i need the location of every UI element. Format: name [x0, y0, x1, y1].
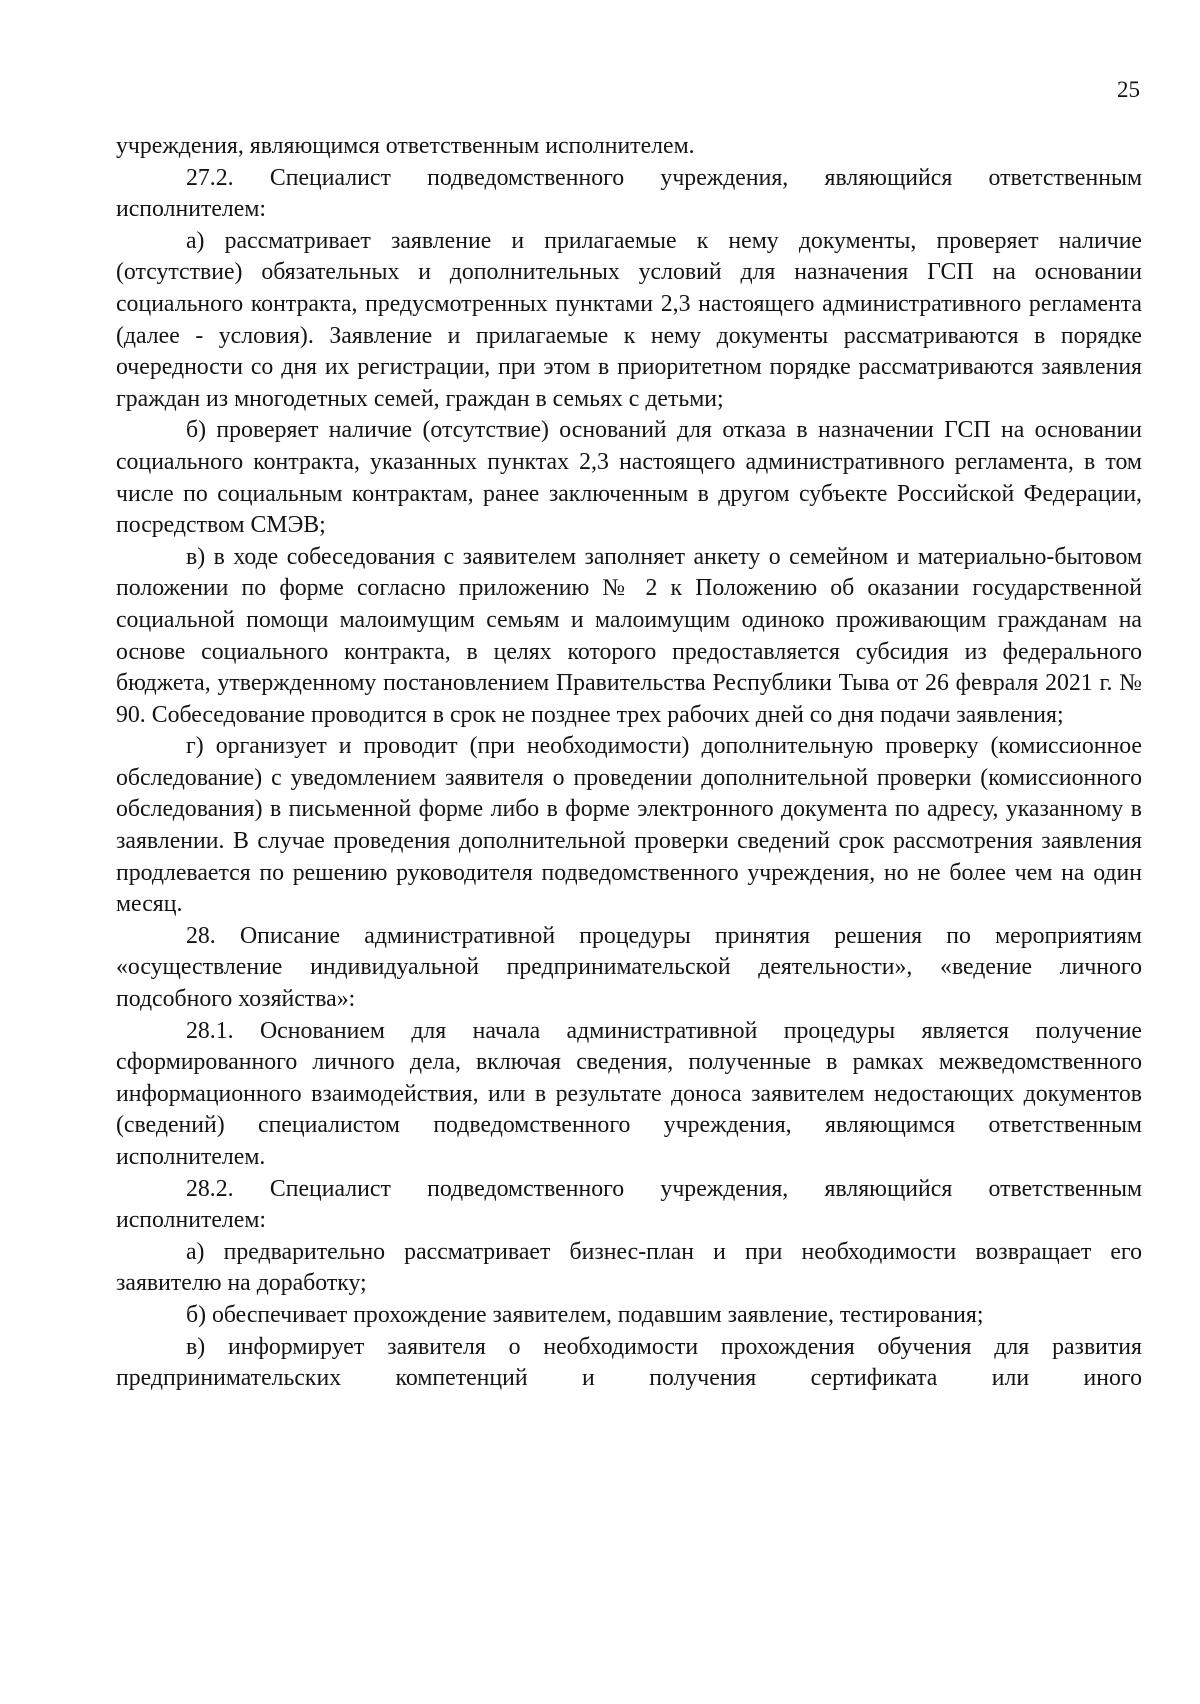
paragraph-28-2-a: а) предварительно рассматривает бизнес-план и при необходимости возвращает его заявителю на доработку;	[116, 1238, 1142, 1297]
document-body	[116, 131, 1142, 1395]
paragraph-27-2-v: в) в ходе собеседования с заявителем заполняет анкету о семейном и материально-бытовом положении по форме согласно приложению № 2 к Положению об оказании государственной социальной помощи малоимущим семьям и малоимущим одиноко проживающим гражданам на основе социального контракта, в целях которого предоставляется субсидия из федерального бюджета, утвержденному постановлением Правительства Республики Тыва от 26 февраля 2021 г. № 90. Собеседование проводится в срок не позднее трех рабочих дней со дня подачи заявления;	[116, 543, 1142, 728]
paragraph-27-2-b: б) проверяет наличие (отсутствие) оснований для отказа в назначении ГСП на основании социального контракта, указанных пунктах 2,3 настоящего административного регламента, в том числе по социальным контрактам, ранее заключенным в другом субъекте Российской Федерации, посредством СМЭВ;	[116, 417, 1142, 539]
paragraph-28-2-b: б) обеспечивает прохождение заявителем, подавшим заявление, тестирования;	[186, 1301, 984, 1328]
paragraph-27-2-g: г) организует и проводит (при необходимости) дополнительную проверку (комиссионное обследование) с уведомлением заявителя о проведении дополнительной проверки (комиссионного обследования) в письменной форме либо в форме электронного документа по адресу, указанному в заявлении. В случае проведения дополнительной проверки сведений срок рассмотрения заявления продлевается по решению руководителя подведомственного учреждения, но не более чем на один месяц.	[116, 733, 1142, 918]
paragraph-28-1: 28.1. Основанием для начала административной процедуры является получение сформированного личного дела, включая сведения, полученные в рамках межведомственного информационного взаимодействия, или в результате доноса заявителем недостающих документов (сведений) специалистом подведомственного учреждения, являющимся ответственным исполнителем.	[116, 1017, 1142, 1170]
paragraph-28: 28. Описание административной процедуры принятия решения по мероприятиям «осуществление индивидуальной предпринимательской деятельности», «ведение личного подсобного хозяйства»:	[116, 922, 1142, 1013]
paragraph-27-2-a: а) рассматривает заявление и прилагаемые к нему документы, проверяет наличие (отсутствие) обязательных и дополнительных условий для назначения ГСП на основании социального контракта, предусмотренных пунктами 2,3 настоящего административного регламента (далее - условия). Заявление и прилагаемые к нему документы рассматриваются в порядке очередности со дня их регистрации, при этом в приоритетном порядке рассматриваются заявления граждан из многодетных семей, граждан в семьях с детьми;	[116, 227, 1142, 412]
paragraph-28-2-v: в) информирует заявителя о необходимости прохождения обучения для развития предпринимательских компетенций и получения сертификата или иного	[116, 1333, 1142, 1392]
paragraph-27-2: 27.2. Специалист подведомственного учреждения, являющийся ответственным исполнителем:	[116, 164, 1142, 223]
paragraph-continuation: учреждения, являющимся ответственным исполнителем.	[116, 133, 695, 159]
paragraph-28-2: 28.2. Специалист подведомственного учреждения, являющийся ответственным исполнителем:	[116, 1175, 1142, 1234]
page-number: 25	[1117, 77, 1140, 102]
